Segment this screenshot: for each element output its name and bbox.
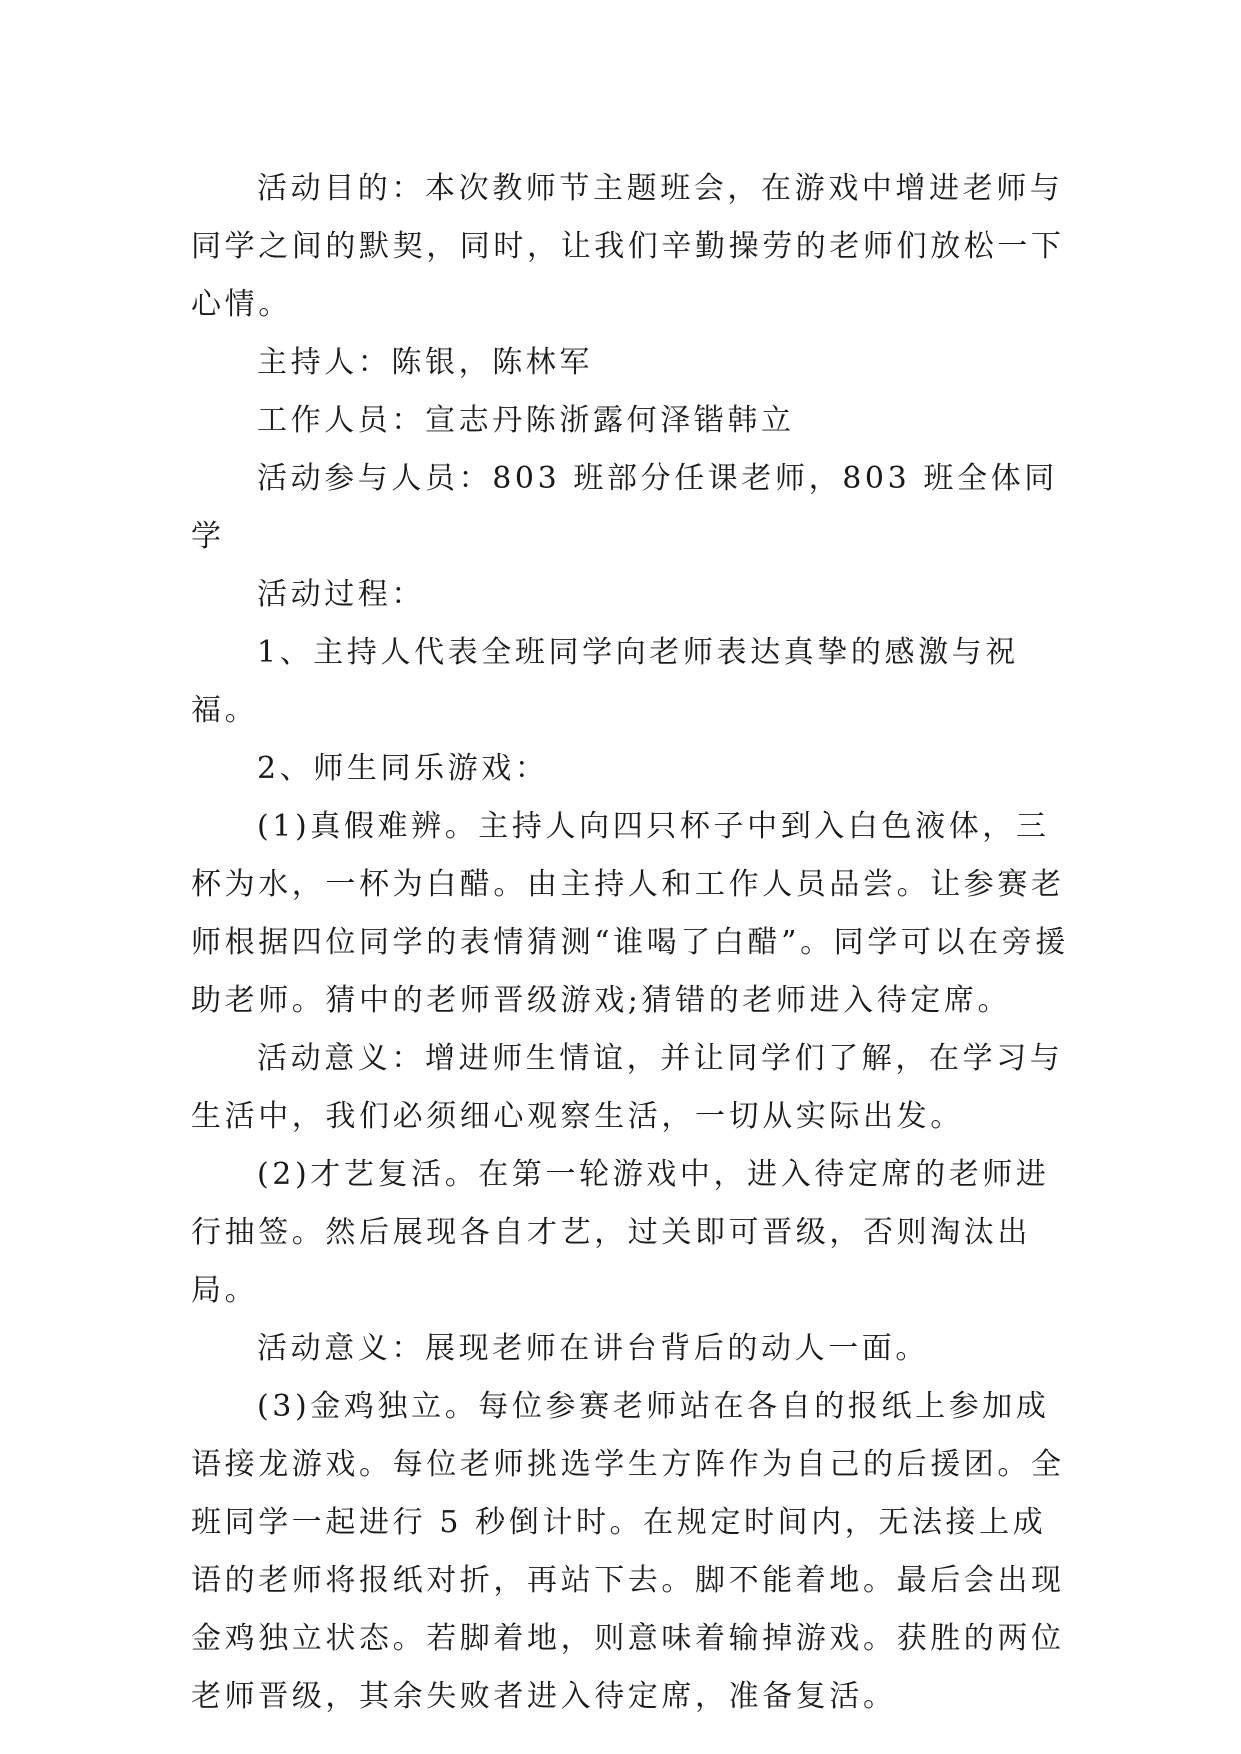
paragraph-hosts: 主持人：陈银，陈林军 (257, 345, 593, 380)
paragraph-staff: 工作人员：宣志丹陈浙露何泽锴韩立 (257, 403, 795, 438)
paragraph-participants: 活动参与人员：803 班部分任课老师，803 班全体同学 (191, 461, 1058, 554)
paragraph-step-1: 1、主持人代表全班同学向老师表达真挚的感激与祝福。 (191, 635, 1019, 728)
paragraph-step-2: 2、师生同乐游戏： (257, 751, 549, 786)
paragraph-game-2: (2)才艺复活。在第一轮游戏中，进入待定席的老师进行抽签。然后展现各自才艺，过关即可晋级，否则淘汰出局。 (191, 1157, 1050, 1308)
document-body (191, 160, 1071, 1726)
paragraph-process-heading: 活动过程： (257, 577, 425, 612)
paragraph-game-1: (1)真假难辨。主持人向四只杯子中到入白色液体，三杯为水，一杯为白醋。由主持人和工作人员品尝。让参赛老师根据四位同学的表情猜测“谁喝了白醋”。同学可以在旁援助老师。猜中的老师晋级游戏;猜错的老师进入待定席。 (191, 809, 1069, 1018)
paragraph-activity-purpose: 活动目的：本次教师节主题班会，在游戏中增进老师与同学之间的默契，同时，让我们辛勤操劳的老师们放松一下心情。 (191, 171, 1065, 322)
paragraph-game-2-meaning: 活动意义：展现老师在讲台背后的动人一面。 (257, 1331, 929, 1366)
paragraph-game-1-meaning: 活动意义：增进师生情谊，并让同学们了解，在学习与生活中，我们必须细心观察生活，一切从实际出发。 (191, 1041, 1064, 1134)
paragraph-game-3: (3)金鸡独立。每位参赛老师站在各自的报纸上参加成语接龙游戏。每位老师挑选学生方阵作为自己的后援团。全班同学一起进行 5 秒倒计时。在规定时间内，无法接上成语的老师将报纸对折，再站下去。脚不能着地。最后会出现金鸡独立状态。若脚着地，则意味着输掉游戏。获胜的两位老师晋级，其余失败者进入待定席，准备复活。 (191, 1389, 1065, 1714)
